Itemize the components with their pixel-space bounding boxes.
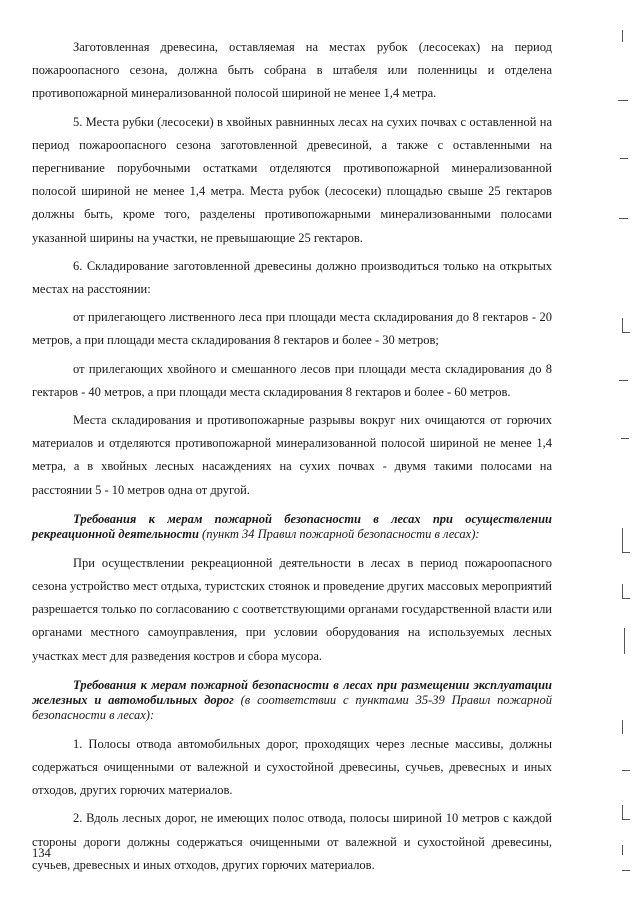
paragraph-deciduous-distance: от прилегающего лиственного леса при площади места складирования до 8 гектаров - 20 метров, а при площади места складирования 8 гектаров и более - 30 метров;: [32, 310, 552, 348]
margin-mark: [619, 380, 628, 381]
paragraph-harvested-wood: Заготовленная древесина, оставляемая на местах рубок (лесосеках) на период пожароопасного сезона, должна быть собрана в штабеля или поленницы и отделена противопожарной минерализованной полосой шириной не менее 1,4 метра.: [32, 40, 552, 101]
paragraph-item-5: 5. Места рубки (лесосеки) в хвойных равнинных лесах на сухих почвах с оставленной на период пожароопасного сезона заготовленной древесиной, а также с оставленными на перегнивание порубочными остатками отделяются противопожарной минерализованной полосой шириной не менее 1,4 метра. Места рубок (лесосеки) площадью свыше 25 гектаров должны быть, кроме того, разделены противопожарными минерализованными полосами указанной ширины на участки, не превышающие 25 гектаров.: [32, 114, 552, 245]
paragraph-item-6: 6. Складирование заготовленной древесины должно производиться только на открытых местах на расстоянии:: [32, 258, 552, 297]
margin-mark: [622, 318, 623, 332]
margin-mark: [622, 552, 630, 553]
margin-mark: [621, 438, 629, 439]
margin-mark: [622, 528, 623, 552]
margin-mark: [622, 720, 623, 734]
paragraph-recreation: При осуществлении рекреационной деятельности в лесах в период пожароопасного сезона устройство мест отдыха, туристских стоянок и проведение других массовых мероприятий разрешается только по согласованию с соответствующими органами государственной власти или органами местного самоуправления, при условии оборудования на используемых лесных участках мест для разведения костров и сбора мусора.: [32, 555, 552, 663]
margin-mark: [622, 770, 630, 771]
margin-mark: [622, 805, 623, 819]
section-heading-roads: [32, 678, 552, 723]
paragraph-road-2: 2. Вдоль лесных дорог, не имеющих полос отвода, полосы шириной 10 метров с каждой стороны дороги должны содержаться очищенными от валежной и сухостойной древесины, сучьев, древесных и иных отходов, других горючих материалов.: [32, 811, 552, 872]
heading-title: Требования к мерам пожарной безопасности в лесах при размещении эксплуатации железных и автомобильных дорог: [32, 677, 552, 707]
page-number: 134: [32, 846, 51, 860]
heading-title: Требования к мерам пожарной безопасности в лесах при осуществлении рекреационной деятельности: [32, 511, 552, 541]
paragraph-coniferous-distance: от прилегающих хвойного и смешанного лесов при площади места складирования до 8 гектаров - 40 метров, а при площади места складирования 8 гектаров и более - 60 метров.: [32, 361, 552, 399]
margin-mark: [622, 598, 630, 599]
heading-reference: (в соответствии с пунктами 35-39 Правил пожарной безопасности в лесах):: [32, 692, 552, 722]
margin-mark: [622, 870, 630, 871]
margin-mark: [622, 332, 630, 333]
margin-mark: [618, 100, 628, 101]
margin-mark: [620, 158, 628, 159]
paragraph-storage-clearing: Места складирования и противопожарные разрывы вокруг них очищаются от горючих материалов и отделяются противопожарной минерализованной полосой шириной не менее 1,4 метра, а в хвойных лесных насаждениях на сухих почвах - двумя такими полосами на расстоянии 5 - 10 метров одна от другой.: [32, 413, 552, 497]
margin-mark: [619, 218, 628, 219]
paragraph-road-1: 1. Полосы отвода автомобильных дорог, проходящих через лесные массивы, должны содержаться очищенными от валежной и сухостойной древесины, сучьев, древесных и иных отходов, других горючих материалов.: [32, 736, 552, 798]
margin-mark: [622, 845, 623, 855]
section-heading-recreation: [32, 512, 552, 542]
margin-mark: [622, 584, 623, 598]
margin-mark: [624, 628, 625, 654]
heading-reference: (пункт 34 Правил пожарной безопасности в лесах):: [198, 526, 480, 541]
margin-mark: [622, 30, 623, 42]
margin-mark: [622, 819, 630, 820]
binding-margin-marks: [600, 0, 640, 905]
document-page: [32, 36, 552, 882]
